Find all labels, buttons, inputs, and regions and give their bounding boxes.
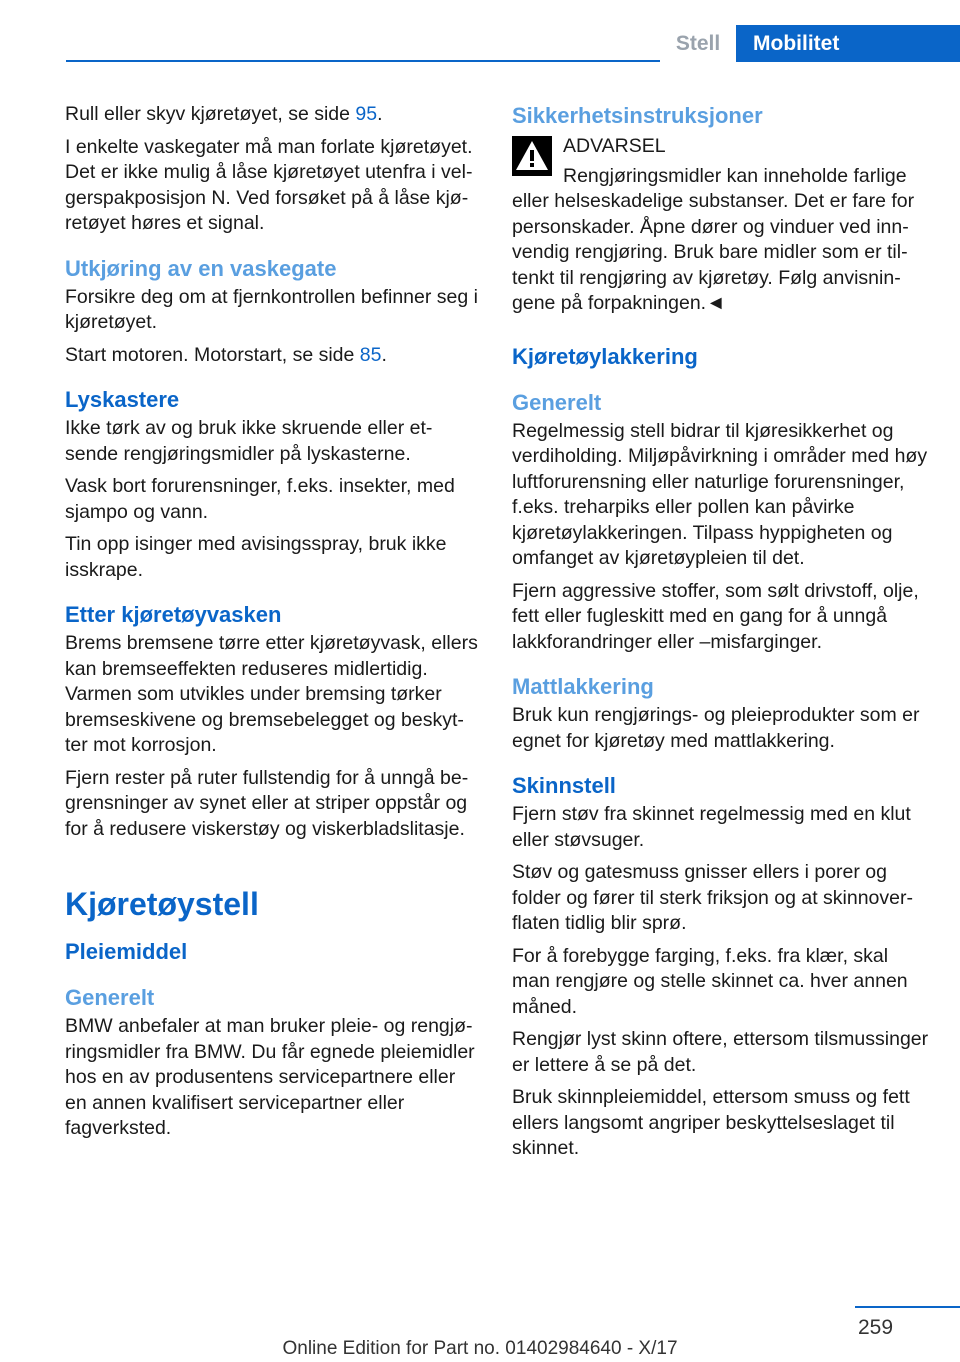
paragraph: Støv og gatesmuss gnisser ellers i porer og folder og fører til sterk friksjon og at skinnoverflaten tidlig blir sprø.: [512, 861, 913, 934]
paragraph: Vask bort forurensninger, f.eks. insekter, med sjampo og vann.: [65, 475, 455, 523]
paragraph: [65, 102, 479, 128]
footer-rule: [855, 1306, 960, 1308]
heading-sikkerhet: Sikkerhetsinstruksjoner: [512, 103, 763, 128]
warning-triangle-icon: [512, 136, 552, 176]
paragraph: Ikke tørk av og bruk ikke skruende eller etsende rengjøringsmidler på lyskasterne.: [65, 417, 433, 465]
page-number: 259: [858, 1316, 894, 1339]
warning-title: ADVARSEL: [563, 135, 666, 157]
tab-stell[interactable]: Stell: [660, 25, 736, 62]
paragraph: Fjern aggressive stoffer, som sølt drivstoff, olje, fett eller fugleskitt med en gang for å unngå lakkforandringer eller –misfarginger.: [512, 579, 919, 653]
paragraph: Forsikre deg om at fjernkontrollen befinner seg i kjøretøyet.: [65, 285, 478, 333]
text: Start motoren. Motorstart, se side: [65, 343, 360, 366]
heading-utkjoring: Utkjøring av en vaskegate: [65, 255, 337, 281]
paragraph: BMW anbefaler at man bruker pleie- og rengjøringsmidler fra BMW. Du får egnede pleiemidler hos en av produsentens servicepartnere eller en annen kvalifisert servicepartner eller fagverksted.: [65, 1015, 475, 1139]
paragraph: Bruk kun rengjørings- og pleieprodukter som er egnet for kjøretøy med mattlakkering.: [512, 704, 920, 752]
paragraph: Fjern støv fra skinnet regelmessig med en klut eller støvsuger.: [512, 803, 911, 851]
right-column: [512, 102, 930, 1169]
heading-mattlakkering: Mattlakkering: [512, 674, 654, 699]
heading-lakkering: Kjøretøylakkering: [512, 343, 698, 369]
heading-skinnstell: Skinnstell: [512, 773, 616, 798]
edition-footer: Online Edition for Part no. 01402984640 - X/17: [282, 1338, 678, 1359]
paragraph: Brems bremsene tørre etter kjøretøyvask, ellers kan bremseeffekten reduseres midlertidig. Varmen som utvikles under bremsing tørker bremseskivene og bremsebelegget og beskytter mot korrosjon.: [65, 632, 478, 756]
text: Rull eller skyv kjøretøyet, se side: [65, 103, 356, 125]
page-link-85[interactable]: 85: [359, 343, 382, 366]
heading-generelt-right: Generelt: [512, 389, 602, 415]
paragraph: For å forebygge farging, f.eks. fra klær, skal man rengjøre og stelle skinnet ca. hver annen måned.: [512, 944, 908, 1018]
text: .: [381, 343, 387, 366]
paragraph: Fjern rester på ruter fullstendig for å unngå begrensninger av synet eller at striper oppstår og for å redusere viskerstøy og viskerbladslitasje.: [65, 766, 469, 840]
page-link-95[interactable]: 95: [355, 103, 378, 125]
tab-mobilitet[interactable]: Mobilitet: [736, 25, 960, 62]
text: .: [377, 103, 383, 125]
paragraph: Tin opp isinger med avisingsspray, bruk ikke isskrape.: [65, 533, 447, 581]
paragraph: Bruk skinnpleiemiddel, ettersom smuss og fett ellers langsomt angriper beskyttelseslaget til skinnet.: [512, 1086, 910, 1159]
heading-kjoretoystell: Kjøretøystell: [65, 886, 259, 922]
heading-pleiemiddel: Pleiemiddel: [65, 939, 188, 964]
paragraph: [65, 343, 479, 369]
heading-etter-vask: Etter kjøretøyvasken: [65, 602, 282, 627]
paragraph: I enkelte vaskegater må man forlate kjøretøyet. Det er ikke mulig å låse kjøretøyet utenfra i velgerspakposisjon N. Ved forsøket på å låse kjøretøyet høres et signal.: [65, 135, 473, 234]
paragraph: Regelmessig stell bidrar til kjøresikkerhet og verdiholding. Miljøpåvirkning i områder med høy luftforurensning eller naturlige forurensninger, f.eks. treharpiks eller pollen kan påvirke kjøretøylakkeringen. Tilpass hyppigheten og omfanget av kjøretøypleien til det.: [512, 419, 928, 569]
heading-generelt: Generelt: [65, 985, 155, 1010]
heading-lyskastere: Lyskastere: [65, 387, 180, 412]
left-column: [65, 102, 479, 1149]
warning-text: Rengjøringsmidler kan inneholde farlige eller helseskadelige substanser. Det er fare for personskader. Åpne dører og vinduer ved innvendig rengjøring. Bruk bare midler som er tiltenkt til rengjøring av kjøretøy. Følg anvisningene på forpakningen.◄: [512, 164, 915, 314]
warning-box: [512, 134, 930, 317]
paragraph: Rengjør lyst skinn oftere, ettersom tilsmussinger er lettere å se på det.: [512, 1028, 929, 1076]
